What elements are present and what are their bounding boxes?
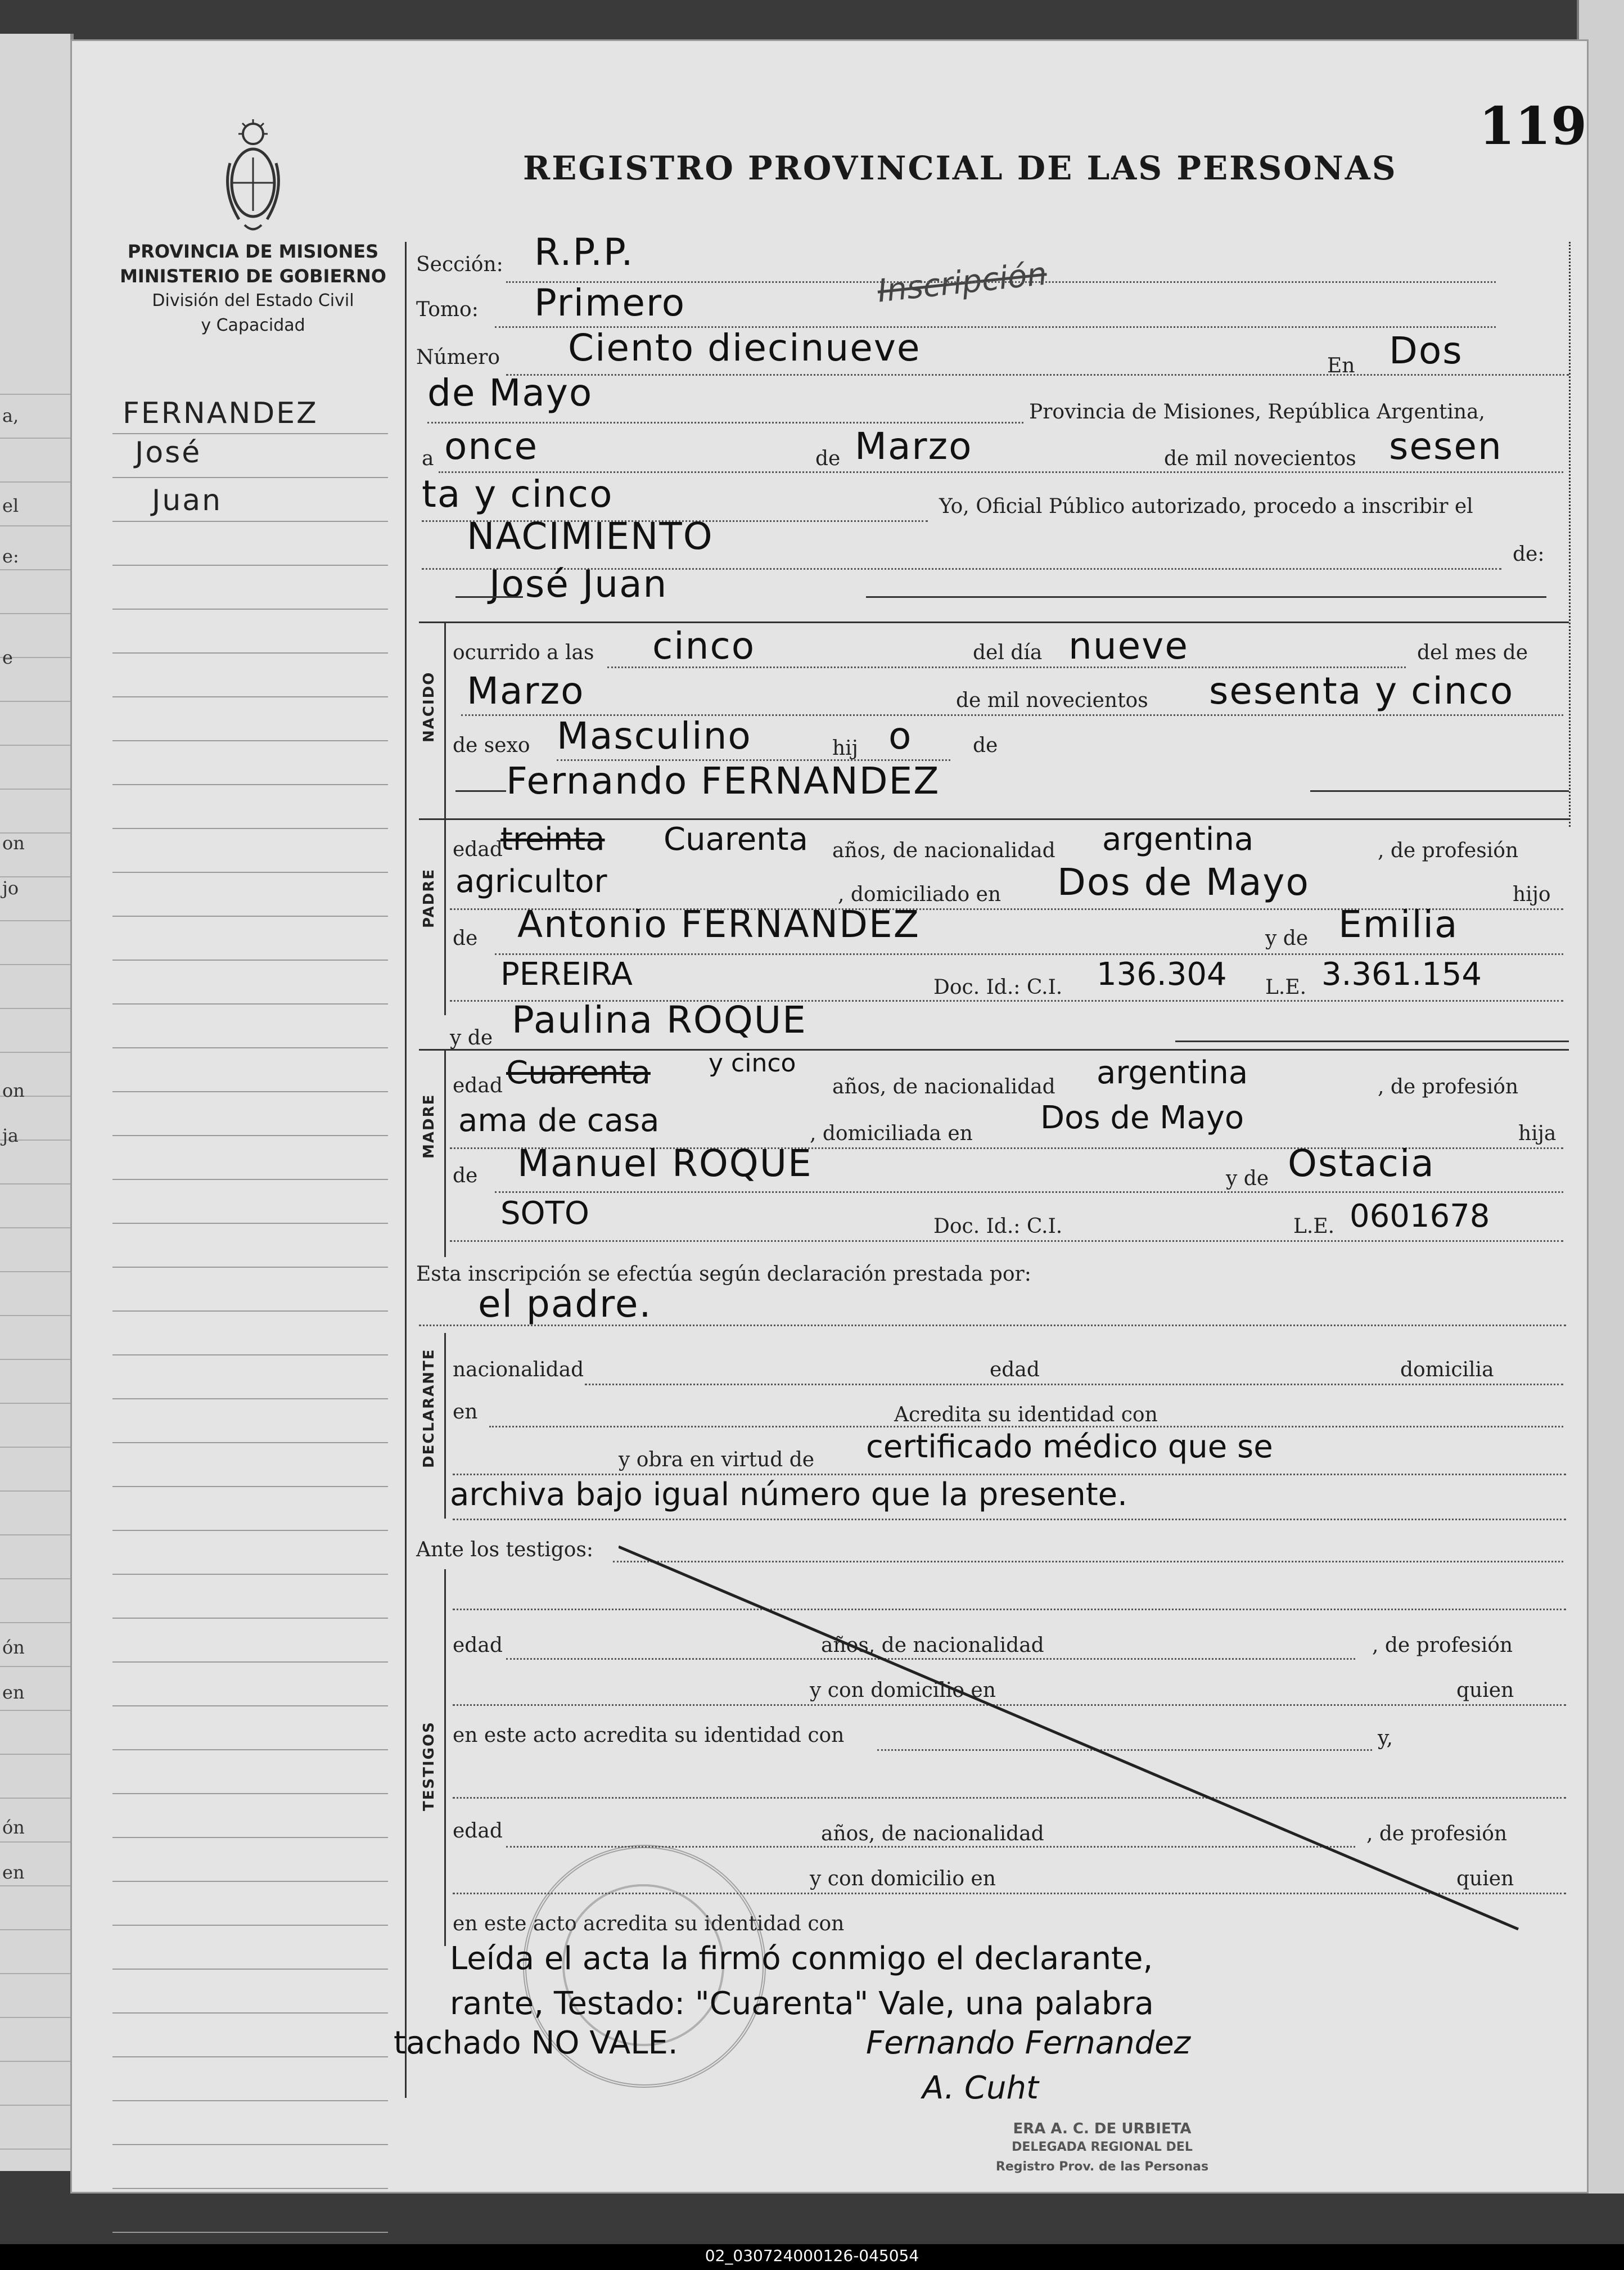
left-page-rule [0, 2017, 70, 2018]
madre-dash-right [1175, 1041, 1569, 1042]
left-page-rule [0, 2105, 70, 2106]
declarante-side-label: DECLARANTE [421, 1348, 437, 1468]
left-page-fragment: jo [2, 877, 19, 899]
hijo-label: hijo [1513, 883, 1551, 906]
left-page-rule [0, 1403, 70, 1404]
testigo2-domicilio-label: y con domicilio en [810, 1867, 996, 1890]
padre-side-rule [444, 818, 446, 1015]
padre-nacionalidad-value: argentina [1102, 821, 1254, 858]
obra-line-2 [453, 1519, 1566, 1520]
margin-rule [112, 1837, 388, 1838]
madre-domicilio-value: Dos de Mayo [1040, 1100, 1244, 1136]
padre-ci-value: 136.304 [1097, 956, 1227, 993]
officer-stamp-line-1: ERA A. C. DE URBIETA [1013, 2120, 1192, 2137]
firma-oficial: A. Cuht [922, 2070, 1039, 2106]
margin-rule [112, 960, 388, 961]
margin-rule [112, 1969, 388, 1970]
left-page-rule [0, 920, 70, 921]
madre-profesion-value: ama de casa [458, 1102, 660, 1139]
madre-nacionalidad-value: argentina [1097, 1055, 1248, 1091]
left-page-rule [0, 1227, 70, 1228]
left-page-rule [0, 394, 70, 395]
division-name: División del Estado Civil [152, 291, 354, 310]
domicilia-label: domicilia [1400, 1358, 1494, 1381]
tomo-label: Tomo: [416, 298, 479, 321]
margin-rule [112, 1179, 388, 1180]
padre-profesion-label: , de profesión [1378, 839, 1519, 862]
padre-ci-label: Doc. Id.: C.I. [933, 976, 1063, 999]
obra-value-1: certificado médico que se [866, 1429, 1273, 1465]
declarante-en-line [489, 1426, 1563, 1427]
padre-edad-tachado: treinta [500, 821, 605, 858]
margin-rule [112, 521, 388, 522]
margin-rule [112, 1486, 388, 1487]
left-page-fragment: ja [2, 1125, 19, 1146]
de-mil-label: de mil novecientos [1164, 447, 1356, 470]
anio-nac-value: sesenta y cinco [1209, 669, 1514, 713]
left-page-rule [0, 1885, 70, 1886]
madre-edad-tachado: Cuarenta [506, 1055, 651, 1091]
madre-edad-label: edad [453, 1074, 503, 1097]
declarante-line [419, 1325, 1566, 1326]
abuelo-paterno-value: Antonio FERNANDEZ [517, 903, 920, 946]
hij-label: hij [832, 737, 858, 760]
margin-rule [112, 609, 388, 610]
margin-rule [112, 1398, 388, 1399]
a-label: a [422, 447, 434, 470]
testigo2-quien-label: quien [1456, 1867, 1514, 1890]
en-label: En [1327, 354, 1355, 377]
hij-suffix: o [888, 714, 913, 758]
del-mes-label: del mes de [1417, 641, 1528, 664]
nacido-side-rule [444, 621, 446, 821]
padre-le-label: L.E. [1265, 976, 1307, 999]
firma-declarante: Fernando Fernandez [866, 2025, 1190, 2061]
testigo1-y-label: y, [1378, 1727, 1393, 1750]
nombre-dash-left [455, 596, 523, 598]
left-page-rule [0, 1754, 70, 1755]
abuela-paterna-value-2: PEREIRA [500, 956, 633, 993]
nacido-side-label: NACIDO [421, 671, 437, 742]
margin-rule [112, 2144, 388, 2145]
left-page-rule [0, 1973, 70, 1974]
ocurrido-label: ocurrido a las [453, 641, 594, 664]
tomo-value: Primero [534, 281, 686, 325]
sexo-value: Masculino [557, 714, 752, 758]
acredita-label: Acredita su identidad con [894, 1403, 1158, 1426]
abuelo-materno-value: Manuel ROQUE [517, 1142, 813, 1185]
nota-line-1: Leída el acta la firmó conmigo el declarante, [450, 1940, 1153, 1977]
madre-nombre-value: Paulina ROQUE [512, 998, 807, 1042]
coat-of-arms-icon [222, 118, 284, 236]
testigo2-anos-label: años, de nacionalidad [821, 1822, 1044, 1845]
margin-rule [112, 1442, 388, 1443]
left-page-rule [0, 525, 70, 526]
madre-side-rule [444, 1049, 446, 1257]
abuela-paterna-value-1: Emilia [1338, 903, 1459, 946]
margin-rule [112, 1749, 388, 1750]
padre-top-rule [419, 818, 1569, 820]
testigos-side-label: TESTIGOS [421, 1721, 437, 1811]
division-name-2: y Capacidad [201, 316, 305, 335]
margin-rule [112, 433, 388, 434]
form-frame-right [1569, 242, 1571, 827]
madre-edad-value: y cinco [709, 1049, 796, 1078]
padre-y-de-label: y de [1265, 927, 1309, 950]
margin-rule [112, 2056, 388, 2057]
padre-anos-label: años, de nacionalidad [832, 839, 1055, 862]
margin-rule [112, 565, 388, 566]
margin-rule [112, 2232, 388, 2233]
nota-line-2: rante, Testado: "Cuarenta" Vale, una palabra [450, 1985, 1154, 2022]
left-page-fragment: en [2, 1862, 25, 1883]
mes-value: Marzo [855, 425, 973, 468]
left-page-rule [0, 1008, 70, 1009]
anio-value-1: sesen [1389, 425, 1503, 468]
margin-rule [112, 1047, 388, 1048]
officer-stamp-line-2: DELEGADA REGIONAL DEL [1012, 2140, 1193, 2154]
margin-rule [112, 1661, 388, 1663]
province-name: PROVINCIA DE MISIONES [127, 241, 379, 262]
esta-inscripcion-label: Esta inscripción se efectúa según declaración prestada por: [416, 1263, 1031, 1286]
nombre-value: José Juan [489, 562, 668, 606]
left-page-fragment: e [2, 647, 13, 668]
madre-anos-label: años, de nacionalidad [832, 1075, 1055, 1098]
margin-rule [112, 1003, 388, 1005]
de-mil-2-label: de mil novecientos [956, 689, 1148, 712]
margin-rule [112, 916, 388, 917]
left-page-fragment: el [2, 495, 19, 516]
madre-ci-label: Doc. Id.: C.I. [933, 1215, 1063, 1238]
provincia-label: Provincia de Misiones, República Argentina, [1029, 400, 1486, 424]
madre-y-de-label: y de [450, 1026, 493, 1050]
nota-line-3: tachado NO VALE. [394, 2025, 678, 2061]
margin-rule [112, 1618, 388, 1619]
page-number: 119 [1479, 96, 1587, 156]
madre-domicilio-label: , domiciliada en [810, 1122, 973, 1145]
yo-label: Yo, Oficial Público autorizado, procedo a inscribir el [939, 495, 1473, 518]
margin-rule [112, 1135, 388, 1136]
padre-nombre-value: Fernando FERNANDEZ [506, 759, 940, 803]
madre-de-label: de [453, 1164, 478, 1187]
madre-le-value: 0601678 [1350, 1198, 1490, 1235]
testigo2-profesion-label: , de profesión [1366, 1822, 1508, 1845]
left-page-rule [0, 1315, 70, 1316]
left-page-rule [0, 569, 70, 570]
del-dia-label: del día [973, 641, 1043, 664]
seccion-label: Sección: [416, 253, 503, 276]
madre-y-de-2-label: y de [1226, 1167, 1269, 1190]
padre-side-label: PADRE [421, 868, 437, 928]
acto-value: NACIMIENTO [467, 515, 714, 558]
margin-rule [112, 1793, 388, 1794]
declarante-nac-line [585, 1384, 1563, 1385]
testigo1-profesion-label: , de profesión [1372, 1634, 1513, 1657]
ante-testigos-label: Ante los testigos: [416, 1538, 594, 1561]
left-page-rule [0, 701, 70, 702]
padre-edad-value: Cuarenta [664, 821, 808, 858]
left-page-rule [0, 964, 70, 965]
seccion-value: R.P.P. [534, 231, 634, 274]
page-title: REGISTRO PROVINCIAL DE LAS PERSONAS [523, 149, 1397, 187]
left-page-rule [0, 1578, 70, 1579]
abuela-materna-value-1: Ostacia [1288, 1142, 1435, 1185]
left-page-fragment: on [2, 1080, 25, 1101]
testigo1-acto-label: en este acto acredita su identidad con [453, 1724, 845, 1747]
padre-dash-left [455, 790, 506, 792]
lugar-value: de Mayo [427, 371, 593, 415]
en-value: Dos [1389, 329, 1463, 372]
left-page-rule [0, 481, 70, 483]
abuelos-paternos-line [495, 953, 1563, 955]
left-page-rule [0, 1841, 70, 1843]
hora-value: cinco [652, 624, 756, 668]
abuelos-maternos-line [495, 1191, 1563, 1193]
declarante-edad-label: edad [990, 1358, 1040, 1381]
left-page-rule [0, 613, 70, 614]
padre-domicilio-label: , domiciliado en [838, 883, 1002, 906]
left-page-fragment: a, [2, 405, 19, 426]
margin-rule [112, 1530, 388, 1531]
footer-bar [0, 2244, 1624, 2270]
officer-stamp-line-3: Registro Prov. de las Personas [995, 2160, 1209, 2174]
margin-rule [112, 784, 388, 785]
left-page-rule [0, 1798, 70, 1799]
margin-rule [112, 1574, 388, 1575]
padre-le-value: 3.361.154 [1321, 956, 1482, 993]
left-page-rule [0, 745, 70, 746]
obra-value-2: archiva bajo igual número que la presente. [450, 1476, 1127, 1513]
madre-side-label: MADRE [421, 1093, 437, 1159]
margin-rule [112, 2100, 388, 2101]
de-colon-label: de: [1513, 543, 1545, 566]
mes-nac-value: Marzo [467, 669, 585, 713]
left-page-rule [0, 1271, 70, 1272]
margin-rule [112, 652, 388, 654]
margin-rule [112, 872, 388, 873]
margin-rule [112, 1925, 388, 1926]
testigo1-edad-label: edad [453, 1634, 503, 1657]
hija-label: hija [1518, 1122, 1557, 1145]
inscripcion-annotation: Inscripción [876, 255, 1049, 310]
padre-dash-right [1310, 790, 1569, 792]
testigo1-domicilio-label: y con domicilio en [810, 1679, 996, 1702]
declarante-value: el padre. [478, 1282, 652, 1326]
margin-rule [112, 1091, 388, 1092]
testigo2-acto-label: en este acto acredita su identidad con [453, 1912, 845, 1935]
left-page-rule [0, 1534, 70, 1535]
left-page-fragment: e: [2, 546, 19, 567]
left-page-rule [0, 2061, 70, 2062]
sexo-label: de sexo [453, 734, 530, 757]
margin-first-name: José [135, 436, 202, 470]
left-page-fragment: on [2, 832, 25, 854]
y-obra-label: y obra en virtud de [619, 1448, 815, 1471]
padre-edad-label: edad [453, 838, 503, 861]
nacionalidad-label: nacionalidad [453, 1358, 584, 1381]
dia-nac-value: nueve [1068, 624, 1189, 668]
margin-rule [112, 1310, 388, 1312]
left-page-rule [0, 1447, 70, 1448]
testigos-cancel-stroke [619, 1541, 1530, 1935]
left-page-fragment: ón [2, 1637, 25, 1658]
testigo1-anos-label: años, de nacionalidad [821, 1634, 1044, 1657]
testigo2-edad-label: edad [453, 1819, 503, 1843]
testigos-side-rule [444, 1569, 446, 1946]
ministry-name: MINISTERIO DE GOBIERNO [120, 265, 386, 287]
dia-value: once [444, 425, 539, 468]
left-page-rule [0, 1666, 70, 1667]
margin-rule [112, 1354, 388, 1355]
margin-rule [112, 740, 388, 741]
testigo1-quien-label: quien [1456, 1679, 1514, 1702]
nombre-dash-right [866, 596, 1546, 598]
madre-top-rule [419, 1049, 1569, 1051]
left-page-rule [0, 438, 70, 439]
margin-rule [112, 1705, 388, 1706]
de-label: de [815, 447, 841, 470]
left-page-rule [0, 1359, 70, 1360]
margin-rule [112, 1267, 388, 1268]
madre-profesion-label: , de profesión [1378, 1075, 1519, 1098]
margin-rule [112, 1881, 388, 1882]
left-page-rule [0, 1929, 70, 1930]
left-page-rule [0, 2149, 70, 2150]
de-2-label: de [973, 734, 998, 757]
left-page-rule [0, 1052, 70, 1053]
padre-profesion-value: agricultor [455, 863, 607, 900]
numero-label: Número [416, 346, 500, 369]
margin-rule [112, 696, 388, 697]
left-page-edge [0, 34, 74, 2171]
left-page-rule [0, 1710, 70, 1711]
margin-rule [112, 828, 388, 829]
left-page-rule [0, 1183, 70, 1184]
padre-domicilio-value: Dos de Mayo [1057, 861, 1310, 904]
numero-value: Ciento diecinueve [568, 326, 921, 370]
numero-line [506, 374, 1569, 376]
left-page-rule [0, 1622, 70, 1623]
footer-id: 02_030724000126-045054 [705, 2246, 919, 2265]
margin-rule [112, 1223, 388, 1224]
madre-le-label: L.E. [1293, 1215, 1335, 1238]
hora-line [607, 666, 1406, 668]
padre-de-label: de [453, 927, 478, 950]
issuing-authority [107, 239, 399, 338]
declarante-side-rule [444, 1333, 446, 1519]
lugar-line [427, 422, 1023, 424]
margin-rule [112, 2012, 388, 2014]
obra-line-1 [453, 1474, 1566, 1475]
abuela-materna-value-2: SOTO [500, 1195, 589, 1232]
margin-rule [112, 477, 388, 478]
declarante-en-label: en [453, 1400, 478, 1424]
form-frame-left [405, 242, 407, 2098]
left-page-fragment: ón [2, 1817, 25, 1838]
margin-rule [112, 2188, 388, 2189]
nacido-top-rule [419, 621, 1569, 623]
left-page-rule [0, 1490, 70, 1492]
anio-value-2: ta y cinco [422, 472, 613, 516]
left-page-fragment: en [2, 1682, 25, 1703]
left-page-rule [0, 789, 70, 790]
margin-surname: FERNANDEZ [123, 397, 318, 430]
madre-doc-line [450, 1240, 1563, 1242]
margin-second-name: Juan [152, 484, 223, 517]
